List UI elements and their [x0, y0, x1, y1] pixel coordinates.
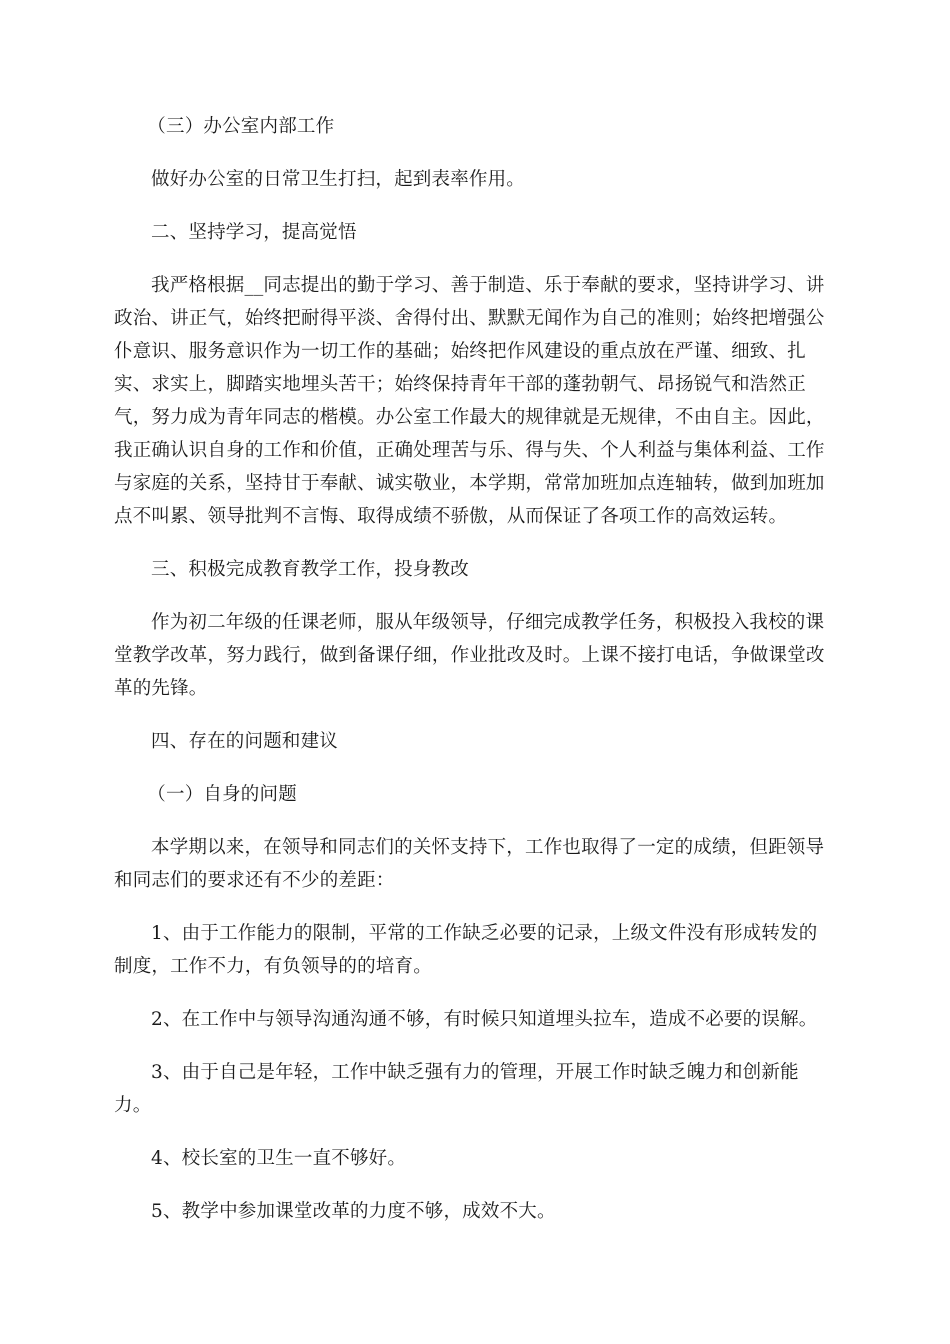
- paragraph-problems-intro: 本学期以来，在领导和同志们的关怀支持下，工作也取得了一定的成绩，但距领导和同志们的要求还有不少的差距：: [114, 837, 825, 891]
- paragraph-study-details: 我严格根据__同志提出的勤于学习、善于制造、乐于奉献的要求，坚持讲学习、讲政治、讲正气，始终把耐得平淡、舍得付出、默默无闻作为自己的准则；始终把增强公仆意识、服务意识作为一切工作的基础；始终把作风建设的重点放在严谨、细致、扎实、求实上，脚踏实地埋头苦干；始终保持青年干部的蓬勃朝气、昂扬锐气和浩然正气，努力成为青年同志的楷模。办公室工作最大的规律就是无规律，不由自主。因此，我正确认识自身的工作和价值，正确处理苦与乐、得与失、个人利益与集体利益、工作与家庭的关系，坚持甘于奉献、诚实敬业，本学期，常常加班加点连轴转，做到加班加点不叫累、领导批判不言悔、取得成绩不骄傲，从而保证了各项工作的高效运转。: [114, 275, 825, 527]
- section-heading-study: 二、坚持学习，提高觉悟: [151, 222, 357, 243]
- list-item-problem-4: 4、校长室的卫生一直不够好。: [151, 1148, 407, 1169]
- list-item-problem-3: 3、由于自己是年轻，工作中缺乏强有力的管理，开展工作时缺乏魄力和创新能力。: [114, 1062, 799, 1116]
- document-body: [114, 110, 836, 1228]
- list-item-problem-1: 1、由于工作能力的限制，平常的工作缺乏必要的记录，上级文件没有形成转发的制度，工作不力，有负领导的的培育。: [114, 923, 818, 977]
- section-heading-problems: 四、存在的问题和建议: [151, 731, 339, 752]
- paragraph-office-cleaning: 做好办公室的日常卫生打扫，起到表率作用。: [151, 169, 526, 190]
- paragraph-teaching-details: 作为初二年级的任课老师，服从年级领导，仔细完成教学任务，积极投入我校的课堂教学改革，努力践行，做到备课仔细，作业批改及时。上课不接打电话，争做课堂改革的先锋。: [114, 612, 825, 699]
- list-item-problem-2: 2、在工作中与领导沟通沟通不够，有时候只知道埋头拉车，造成不必要的误解。: [151, 1009, 818, 1030]
- subsection-heading-own-problems: （一）自身的问题: [147, 784, 297, 805]
- list-item-problem-5: 5、教学中参加课堂改革的力度不够，成效不大。: [151, 1201, 556, 1222]
- section-heading-teaching: 三、积极完成教育教学工作，投身教改: [151, 559, 469, 580]
- section-heading-office-internal-work: （三）办公室内部工作: [147, 116, 335, 137]
